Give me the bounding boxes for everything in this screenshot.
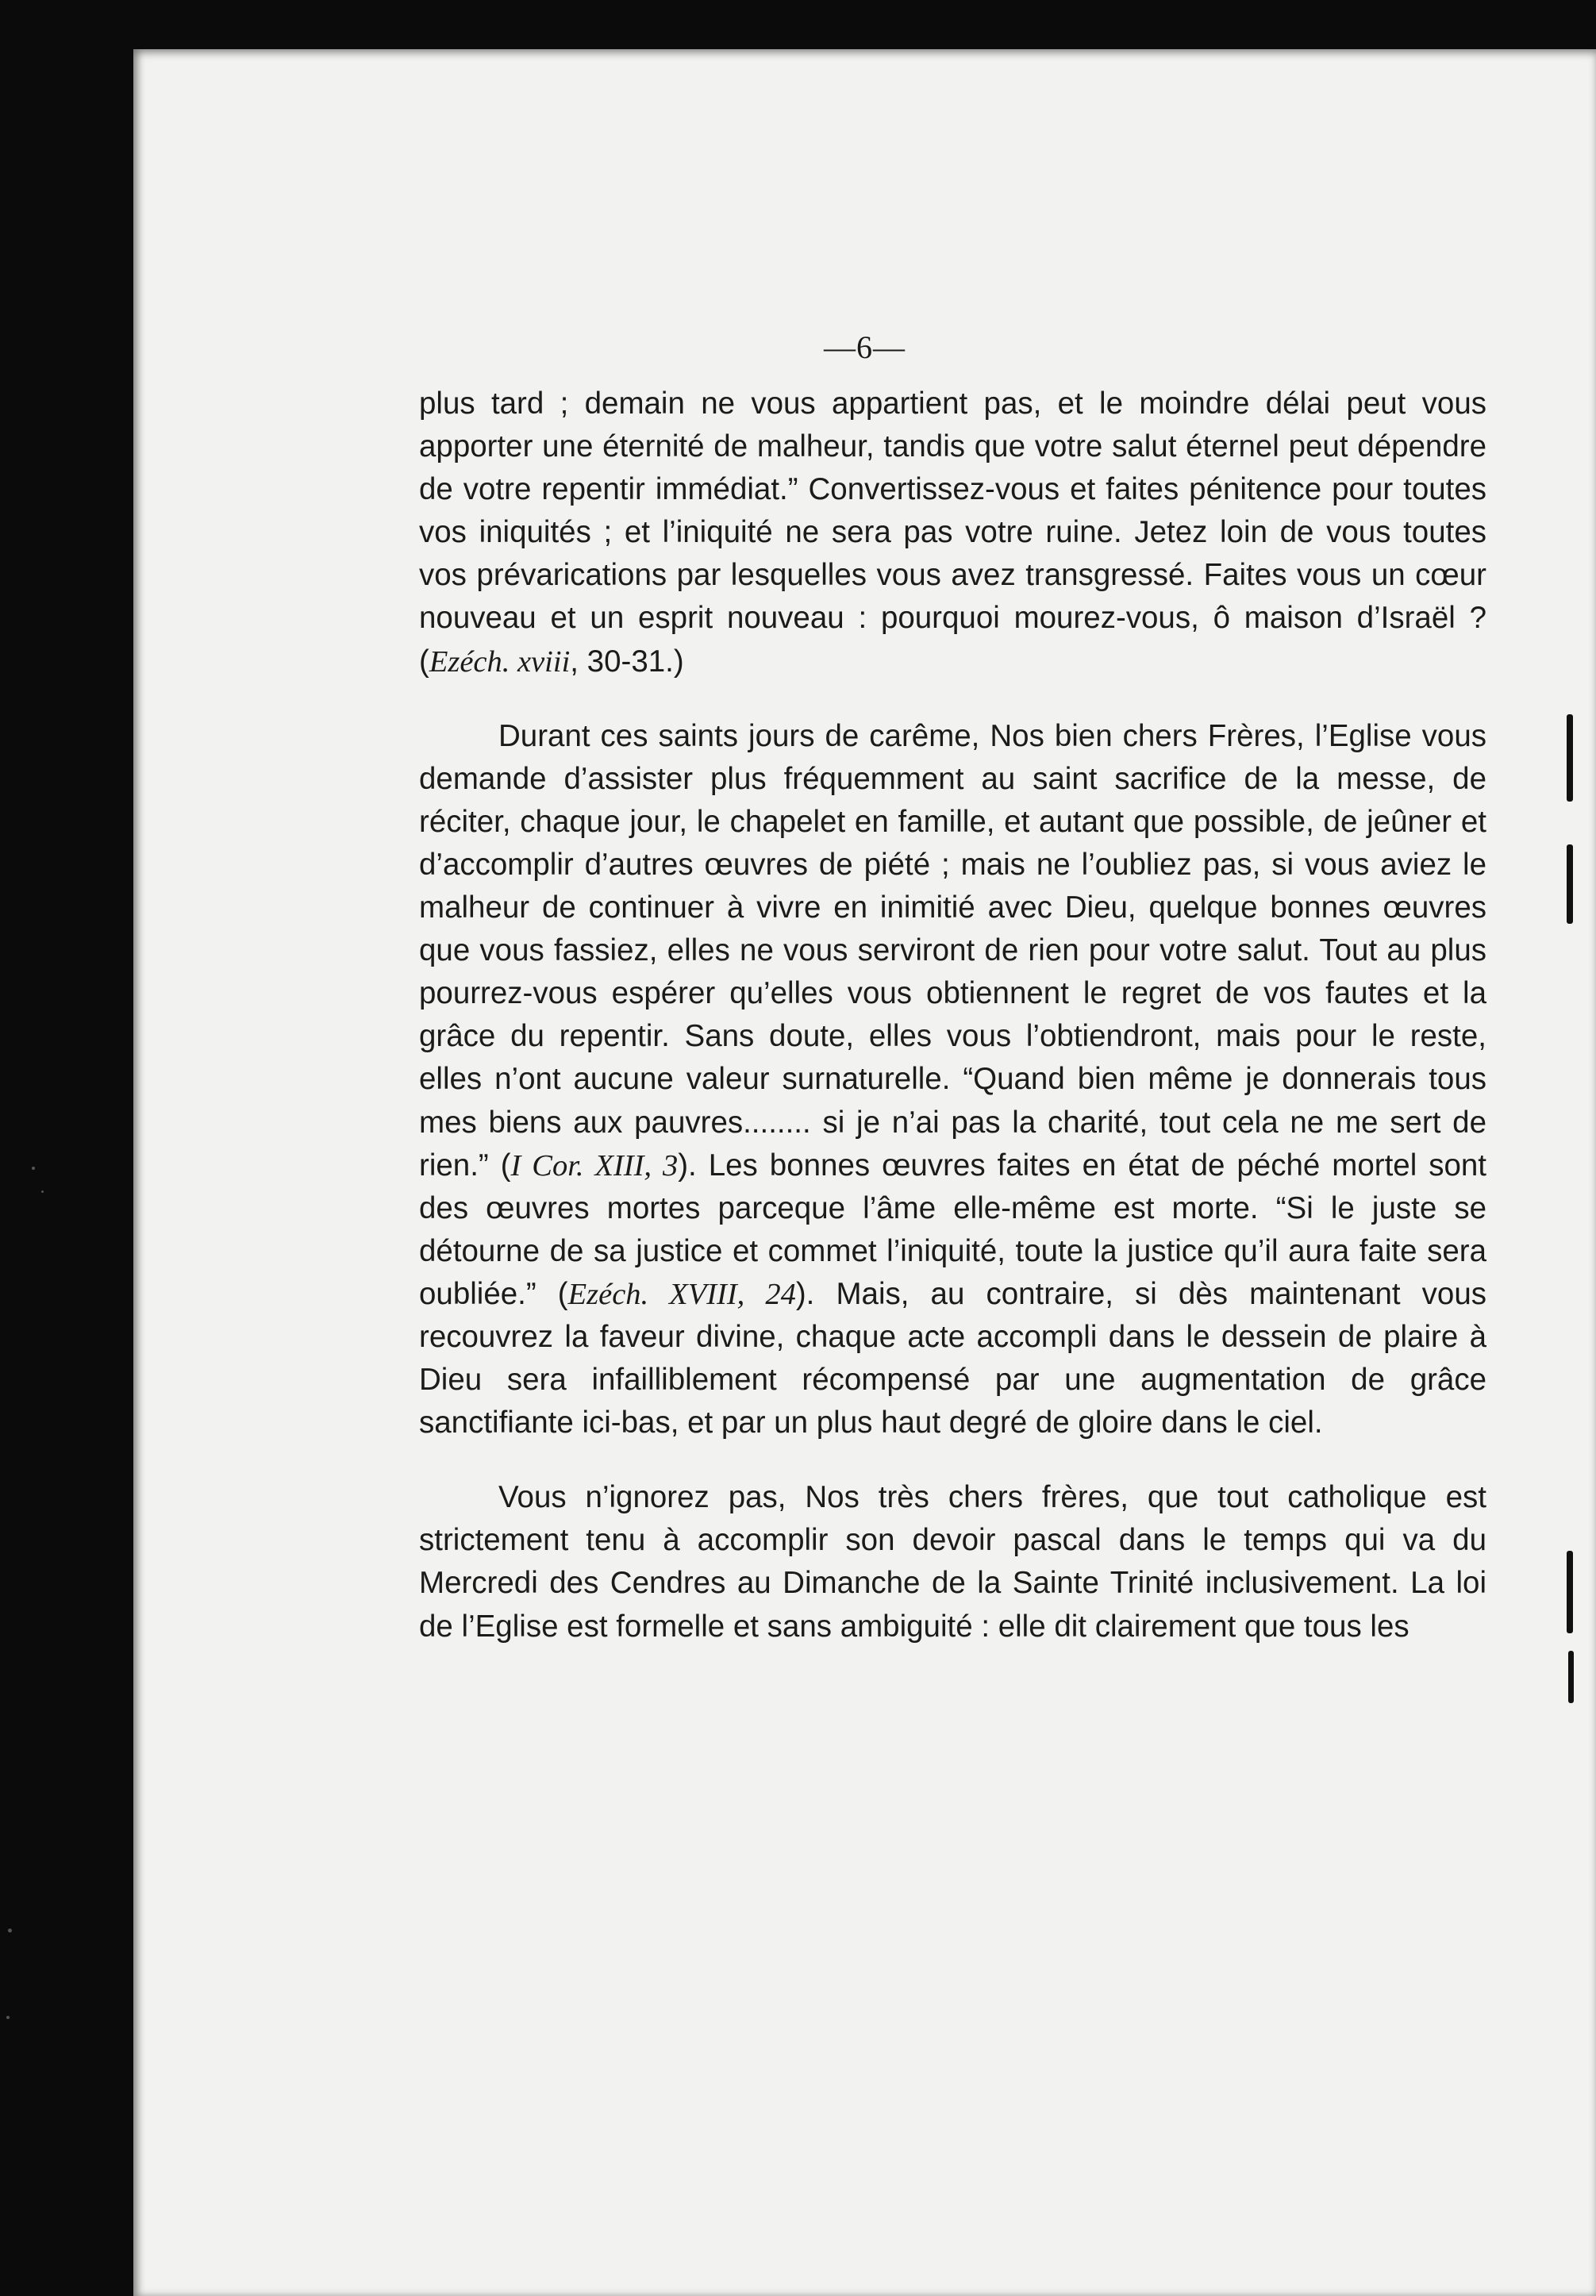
p1-citation: Ezéch. xviii [429, 644, 571, 679]
document-page [133, 49, 1596, 2296]
margin-mark [1567, 844, 1573, 924]
p2-text-a: Durant ces saints jours de carême, Nos bien chers Frères, l’Eglise vous demande d’assister plus fréquemment au saint sacrifice de la messe, de réciter, chaque jour, le chapelet en famille, et autant que possible, de jeûner et d’accomplir d’autres œuvres de piété ; mais ne l’oubliez pas, si vous aviez le malheur de continuer à vivre en inimitié avec Dieu, quelque bonnes œuvres que vous fassiez, elles ne vous serviront de rien pour votre salut. Tout au plus pourrez-vous espérer qu’elles vous obtiennent le regret de vos fautes et la grâce du repentir. Sans doute, elles vous l’obtiendront, mais pour le reste, elles n’ont aucune valeur surnaturelle. “Quand bien même je donnerais tous mes biens aux pauvres........ si je n’ai pas la charité, tout cela ne me sert de rien.” ( [419, 718, 1486, 1183]
scan-speck [32, 1167, 35, 1170]
p1-text-a: plus tard ; demain ne vous appartient pas, et le moindre délai peut vous apporter une éternité de malheur, tandis que votre salut éternel peut dépendre de votre repentir immédiat.” Convertissez-vous et faites pénitence pour toutes vos iniquités ; et l’iniquité ne sera pas votre ruine. Jetez loin de vous toutes vos prévarications par lesquelles vous avez transgressé. Faites vous un cœur nouveau et un esprit nouveau : pourquoi mourez-vous, ô maison d’Israël ? ( [419, 387, 1486, 679]
paragraph-3 [419, 1476, 1486, 1648]
body-text [419, 383, 1486, 1648]
scan-speck [6, 2016, 10, 2019]
p3-text: Vous n’ignorez pas, Nos très chers frères, que tout catholique est strictement tenu à accomplir son devoir pascal dans le temps qui va du Mercredi des Cendres au Dimanche de la Sainte Trinité inclusivement. La loi de l’Eglise est formelle et sans ambiguité : elle dit clairement que tous les [419, 1480, 1486, 1644]
p1-text-b: , 30-31.) [570, 644, 684, 679]
page-number: —6— [824, 329, 906, 365]
margin-mark [1567, 714, 1573, 802]
margin-mark [1567, 1551, 1573, 1633]
margin-mark [1568, 1651, 1574, 1703]
paragraph-1 [419, 383, 1486, 683]
p2-text-b: ). Les bonnes œuvres faites en état de péché mortel sont des œuvres mortes parceque l’âme elle-même est morte. “Si le juste se détourne de sa justice et commet l’iniquité, toute la justice qu’il aura faite sera oubliée.” ( [419, 1148, 1487, 1311]
scan-speck [41, 1190, 44, 1193]
paragraph-2 [419, 715, 1486, 1445]
p2-text-c: ). Mais, au contraire, si dès maintenant vous recouvrez la faveur divine, chaque acte accompli dans le dessein de plaire à Dieu sera infailliblement récompensé par une augmentation de grâce sanctifiante ici-bas, et par un plus haut degré de gloire dans le ciel. [419, 1276, 1487, 1440]
scan-speck [8, 1929, 12, 1933]
p2-citation-2: Ezéch. XVIII, 24 [567, 1277, 796, 1311]
p2-citation-1: I Cor. XIII, 3 [510, 1148, 679, 1183]
